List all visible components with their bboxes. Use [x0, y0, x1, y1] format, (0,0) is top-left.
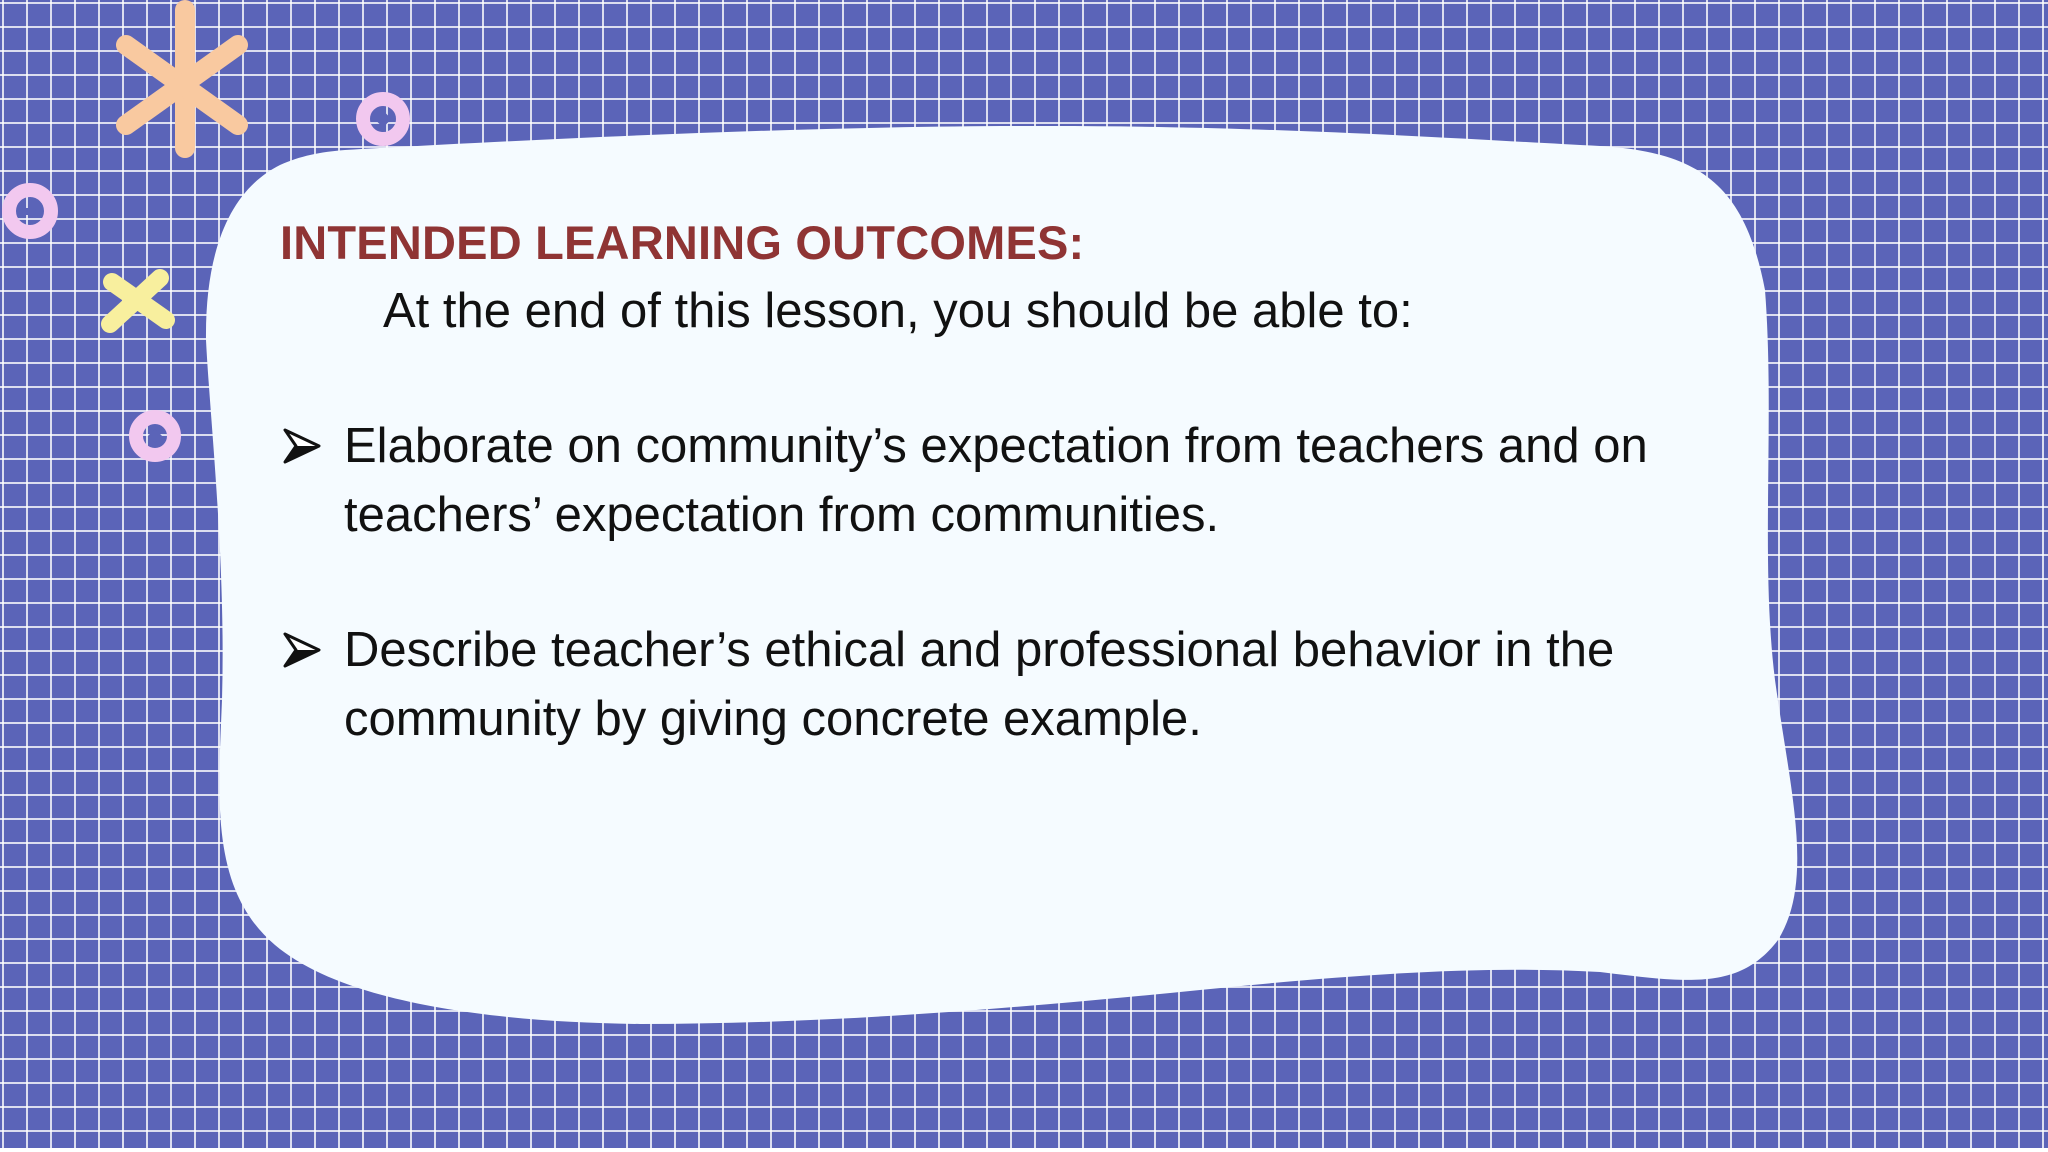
outcome-text: Describe teacher’s ethical and professional behavior in the community by giving concrete example. — [344, 623, 1615, 746]
bottom-edge — [0, 1148, 2048, 1152]
outcomes-list — [280, 412, 1720, 754]
arrowhead-bullet-icon — [282, 426, 322, 466]
list-item — [280, 616, 1774, 754]
slide-content — [280, 210, 1720, 820]
intro-text: At the end of this lesson, you should be able to: — [383, 284, 1413, 338]
slide-heading: INTENDED LEARNING OUTCOMES: — [280, 216, 1085, 269]
arrowhead-bullet-icon — [282, 630, 322, 670]
outcome-text: Elaborate on community’s expectation from teachers and on teachers’ expectation from communities. — [344, 419, 1648, 542]
list-item — [280, 412, 1774, 550]
